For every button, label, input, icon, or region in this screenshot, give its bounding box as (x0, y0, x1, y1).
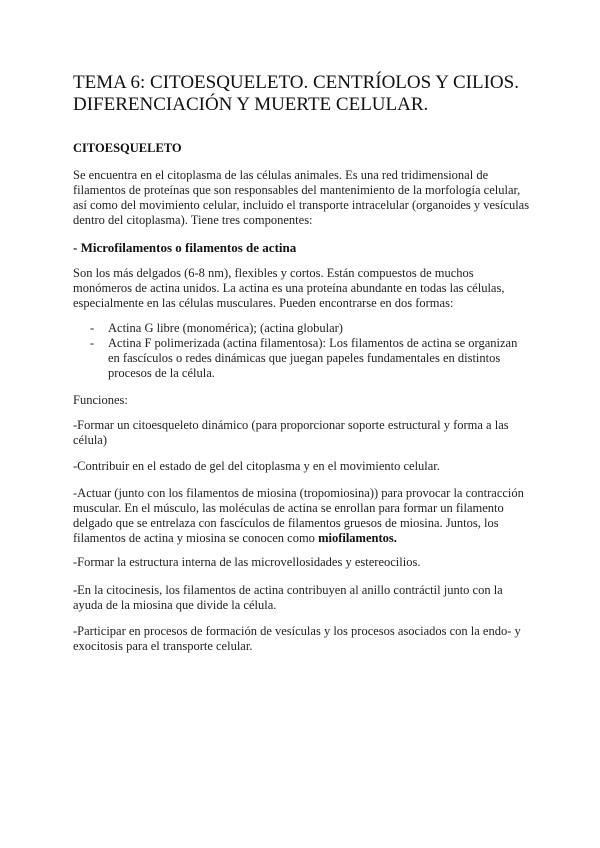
list-item-text: Actina F polimerizada (actina filamentosa): Los filamentos de actina se organizan en fascículos o redes dinámicas que juegan papeles fundamentales en distintos procesos de la célula. (108, 336, 518, 380)
list-bullet: - (90, 336, 95, 350)
microfilament-paragraph: Son los más delgados (6-8 nm), flexibles y cortos. Están compuestos de muchos monómeros de actina unidos. La actina es una proteína abundante en todas las células, especialmente en las células musculares. Pueden encontrarse en dos formas: (73, 266, 505, 310)
list-item-text: Actina G libre (monomérica); (actina globular) (108, 321, 343, 335)
functions-label: Funciones: (73, 393, 128, 407)
function-item-3-text: -Actuar (junto con los filamentos de miosina (tropomiosina)) para provocar la contracción muscular. En el músculo, las moléculas de actina se enrollan para formar un filamento delgado que se entrelaza con fascículos de filamentos gruesos de miosina. Juntos, los filamentos de actina y miosina se conocen como (73, 486, 524, 545)
actin-forms-list (90, 321, 530, 381)
list-item (90, 321, 530, 336)
function-item-1: -Formar un citoesqueleto dinámico (para proporcionar soporte estructural y forma a las célula) (73, 418, 509, 447)
section-heading: CITOESQUELETO (73, 141, 182, 155)
function-item-2: -Contribuir en el estado de gel del citoplasma y en el movimiento celular. (73, 459, 440, 473)
function-item-5: -En la citocinesis, los filamentos de actina contribuyen al anillo contráctil junto con la ayuda de la miosina que divide la célula. (73, 583, 503, 612)
list-bullet: - (90, 321, 95, 335)
list-item (90, 336, 530, 381)
subsection-heading: - Microfilamentos o filamentos de actina (73, 240, 297, 255)
miofilamentos-term: miofilamentos. (318, 531, 397, 545)
function-item-4: -Formar la estructura interna de las microvellosidades y estereocilios. (73, 555, 421, 569)
function-item-6: -Participar en procesos de formación de vesículas y los procesos asociados con la endo- y exocitosis para el transporte celular. (73, 624, 521, 653)
intro-paragraph: Se encuentra en el citoplasma de las células animales. Es una red tridimensional de filamentos de proteínas que son responsables del mantenimiento de la morfología celular, así como del movimiento celular, incluido el transporte intracelular (organoides y vesículas dentro del citoplasma). Tiene tres componentes: (73, 168, 530, 227)
function-item-3 (73, 486, 533, 546)
page-title: TEMA 6: CITOESQUELETO. CENTRÍOLOS Y CILIOS. DIFERENCIACIÓN Y MUERTE CELULAR. (73, 72, 519, 115)
